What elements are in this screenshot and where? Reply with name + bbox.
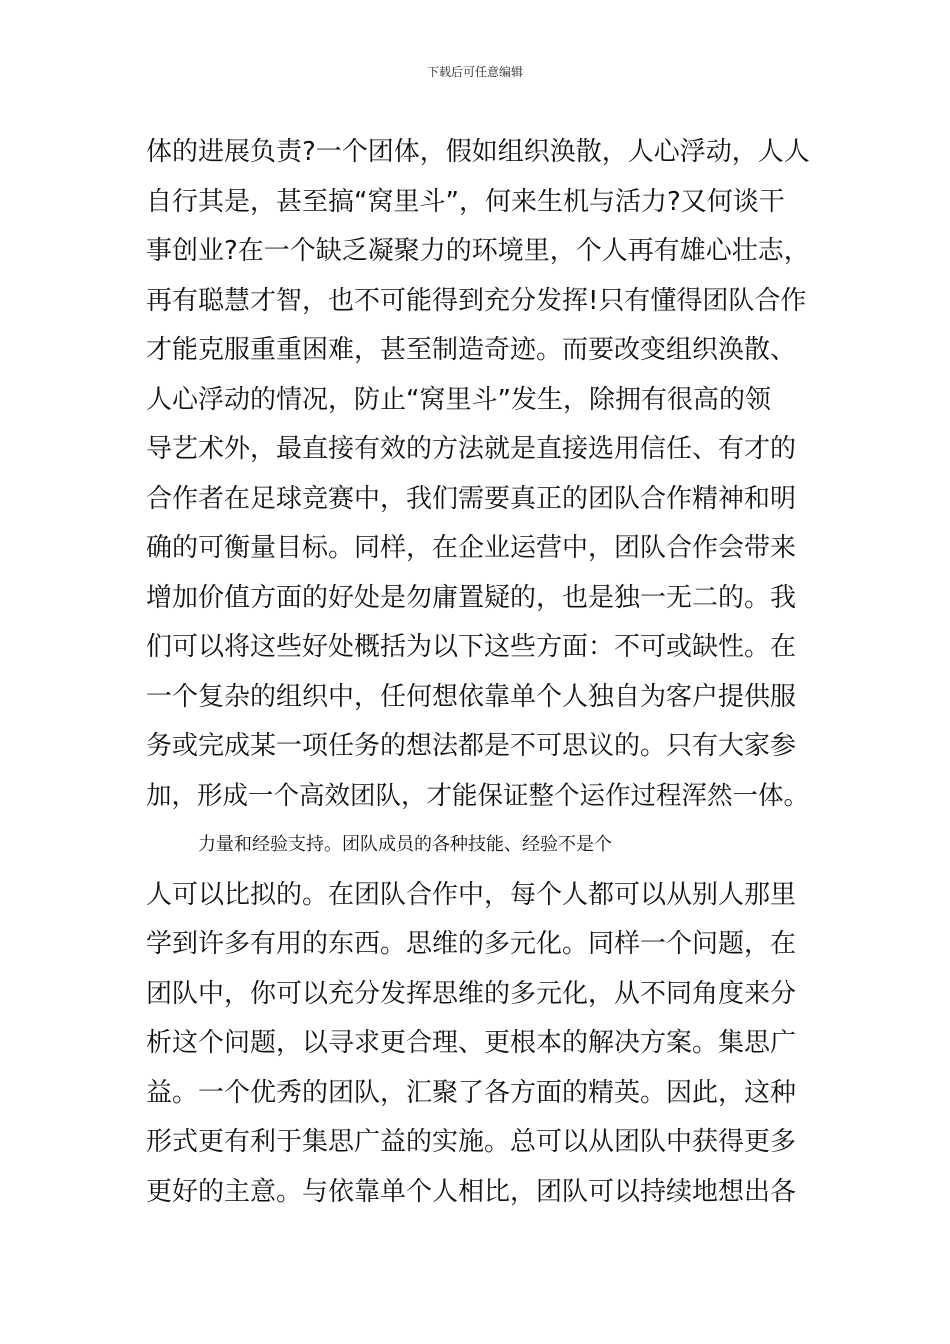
text-line: 再有聪慧才智，也不可能得到充分发挥!只有懂得团队合作	[146, 286, 807, 316]
text-line: 合作者在足球竞赛中，我们需要真正的团队合作精神和明	[146, 484, 797, 514]
text-line: 益。一个优秀的团队，汇聚了各方面的精英。因此，这种	[146, 1078, 797, 1108]
text-line: 才能克服重重困难，甚至制造奇迹。而要改变组织涣散、	[146, 335, 797, 365]
text-line: 团队中，你可以充分发挥思维的多元化，从不同角度来分	[146, 979, 797, 1009]
text-line: 一个复杂的组织中，任何想依靠单个人独自为客户提供服	[146, 682, 797, 712]
text-line: 形式更有利于集思广益的实施。总可以从团队中获得更多	[146, 1127, 797, 1157]
text-line: 务或完成某一项任务的想法都是不可思议的。只有大家参	[146, 731, 797, 761]
text-line: 析这个问题，以寻求更合理、更根本的解决方案。集思广	[146, 1028, 797, 1058]
text-line: 力量和经验支持。团队成员的各种技能、经验不是个	[198, 834, 612, 855]
text-line: 人可以比拟的。在团队合作中，每个人都可以从别人那里	[146, 880, 797, 910]
text-line: 体的进展负责?一个团体，假如组织涣散，人心浮动，人人	[146, 137, 810, 167]
text-line: 导艺术外，最直接有效的方法就是直接选用信任、有才的	[146, 434, 797, 464]
text-line: 增加价值方面的好处是勿庸置疑的，也是独一无二的。我	[146, 583, 797, 613]
text-line: 自行其是，甚至搞“窝里斗”，何来生机与活力?又何谈干	[146, 187, 785, 217]
text-line: 学到许多有用的东西。思维的多元化。同样一个问题，在	[146, 929, 797, 959]
text-line: 确的可衡量目标。同样，在企业运营中，团队合作会带来	[146, 533, 797, 563]
text-line: 加，形成一个高效团队，才能保证整个运作过程浑然一体。	[146, 781, 810, 811]
text-line: 事创业?在一个缺乏凝聚力的环境里，个人再有雄心壮志，	[146, 236, 810, 266]
text-line: 更好的主意。与依靠单个人相比，团队可以持续地想出各	[146, 1177, 797, 1207]
text-line: 们可以将这些好处概括为以下这些方面：不可或缺性。在	[146, 632, 797, 662]
text-line: 人心浮动的情况，防止“窝里斗”发生，除拥有很高的领	[146, 385, 771, 415]
page-header: 下载后可任意编辑	[426, 65, 523, 79]
